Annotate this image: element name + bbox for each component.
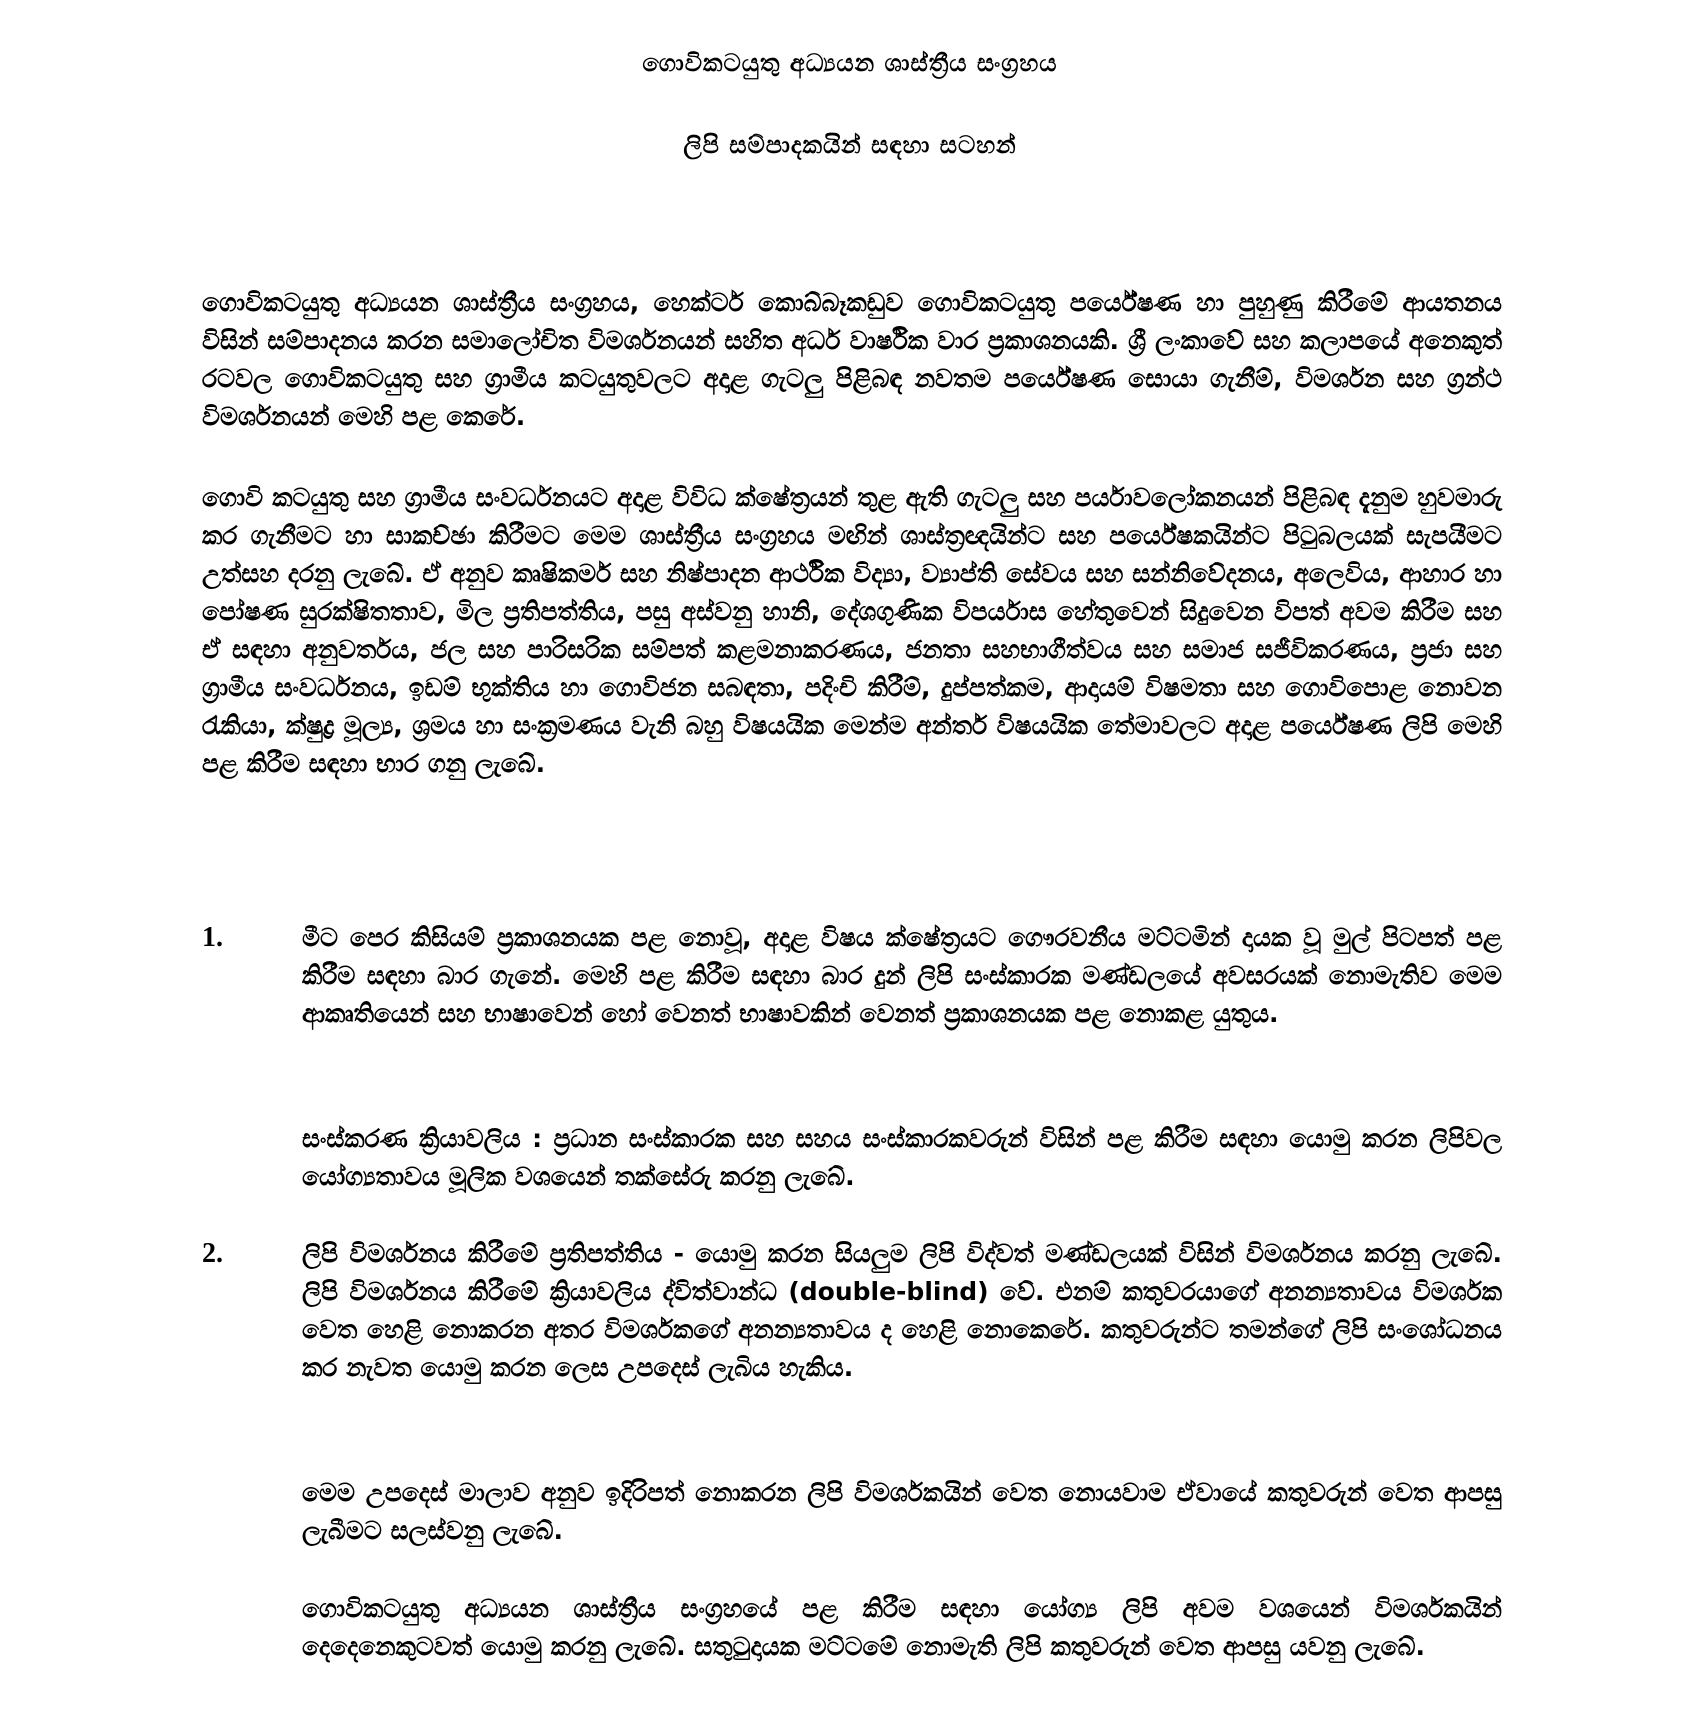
intro-paragraph-2: ගොවි කටයුතු සහ ග්‍රාමීය සංවර්ධනයට අදාළ විවිධ ක්ෂේත්‍රයන් තුළ ඇති ගැටලු සහ පර්යාවලෝකනයන් පිළිබඳ දැනුම හුවමාරු කර ගැනීමට හා සාකච්ඡා කිරීමට මෙම ශාස්ත්‍රීය සංග්‍රහය මඟින් ශාස්ත්‍රඥයින්ට සහ පර්යේෂකයින්ට පිටුබලයක් සැපයීමට උත්සහ දරනු ලැබේ. ඒ අනුව කෘෂිකර්ම සහ නිෂ්පාදන ආර්ථික විද්‍යා, ව්‍යාප්ති සේවය සහ සන්නිවේදනය, අලෙවිය, ආහාර හා පෝෂණ සුරක්ෂිතතාව, මිල ප්‍රතිපත්තිය, පසු අස්වනු හානි, දේශගුණික විපර්යාස හේතුවෙන් සිදුවෙන විපත් අවම කිරීම සහ ඒ සඳහා අනුවර්තය, ජල සහ පාරිසරික සම්පත් කළමනාකරණය, ජනතා සහභාගීත්වය සහ සමාජ සජීවිකරණය, ප්‍රජා සහ ග්‍රාමීය සංවර්ධනය, ඉඩම් භුක්තිය හා ගොවිජන සබඳතා, පදිංචි කිරීම්, දුප්පත්කම, ආදායම් විෂමතා සහ ගොවිපොළ නොවන රැකියා, ක්ෂුද්‍ර මූල්‍ය, ශ්‍රමය හා සංක්‍රමණය වැනි බහු විෂයයික මෙන්ම අන්තර් විෂයයික තේමාවලට අදාළ පර්යේෂණ ලිපි මෙහි පළ කිරීම සඳහා භාර ගනු ලැබේ. [202,483,1502,778]
item-2-number: 2. [202,1238,223,1269]
item-1-paragraph-2: සංස්කරණ ක්‍රියාවලිය : ප්‍රධාන සංස්කාරක සහ සහය සංස්කාරකවරුන් විසින් පළ කිරීම සඳහා යොමු කරන ලිපිවල යෝග්‍යතාවය මූලික වශයෙන් තක්සේරු කරනු ලැබේ. [302,1124,1502,1191]
item-2-paragraph-2: මෙම උපදෙස් මාලාව අනුව ඉදිරිපත් නොකරන ලිපි විමර්ශකයින් වෙත නොයවාම ඒවායේ කතුවරුන් වෙත ආපසු ලැබීමට සලස්වනු ලැබේ. [302,1478,1502,1545]
item-2-paragraph-3: ගොවිකටයුතු අධ්‍යයන ශාස්ත්‍රීය සංග්‍රහයේ පළ කිරීම සඳහා යෝග්‍ය ලිපි අවම වශයෙන් විමර්ශකයින් දෙදෙනෙකුටවත් යොමු කරනු ලැබේ. සතුටුදායක මට්ටමේ නොමැති ලිපි කතුවරුන් වෙත ආපසු යවනු ලැබේ. [302,1594,1502,1661]
document-subtitle: ලිපි සම්පාදකයින් සඳහා සටහන් [683,131,1017,159]
intro-paragraph-1: ගොවිකටයුතු අධ්‍යයන ශාස්ත්‍රීය සංග්‍රහය, හෙක්ටර් කොබ්බෑකඩුව ගොවිකටයුතු පර්යේෂණ හා පුහුණු කිරීමේ ආයතනය විසින් සම්පාදනය කරන සමාලෝචිත විමර්ශනයන් සහිත අර්ධ වාර්ෂික වාර ප්‍රකාශනයකි. ශ්‍රී ලංකාවේ සහ කලාපයේ අනෙකුත් රටවල ගොවිකටයුතු සහ ග්‍රාමීය කටයුතුවලට අදාළ ගැටලු පිළිබඳ නවතම පර්යේෂණ සොයා ගැනීම්, විමර්ශන සහ ග්‍රන්ථ විමර්ශනයන් මෙහි පළ කෙරේ. [202,288,1502,431]
item-2-paragraph-1: ලිපි විමර්ශනය කිරීමේ ප්‍රතිපත්තිය - යොමු කරන සියලුම ලිපි විද්වත් මණ්ඩලයක් විසින් විමර්ශනය කරනු ලැබේ. ලිපි විමර්ශනය කිරීමේ ක්‍රියාවලිය ද්විත්වාන්ධ (double-blind) වේ. එනම් කතුවරයාගේ අනන්‍යතාවය විමර්ශක වෙත හෙළි නොකරන අතර විමර්ශකගේ අනන්‍යතාවය ද හෙළි නොකෙරේ. කතුවරුන්ට තමන්ගේ ලිපි සංශෝධනය කර නැවත යොමු කරන ලෙස උපදෙස් ලැබිය හැකිය. [302,1239,1502,1382]
item-1-number: 1. [202,922,223,953]
document-title: ගොවිකටයුතු අධ්‍යයන ශාස්ත්‍රීය සංග්‍රහය [642,49,1058,77]
item-1-paragraph-1: මීට පෙර කිසියම් ප්‍රකාශනයක පළ නොවූ, අදාළ විෂය ක්ෂේත්‍රයට ගෞරවනීය මට්ටමින් දායක වූ මුල් පිටපත් පළ කිරීම සඳහා බාර ගැනේ. මෙහි පළ කිරීම සඳහා බාර දුන් ලිපි සංස්කාරක මණ්ඩලයේ අවසරයක් නොමැතිව මෙම ආකෘතියෙන් සහ භාෂාවෙන් හෝ වෙනත් භාෂාවකින් වෙනත් ප්‍රකාශනයක පළ නොකළ යුතුය. [302,923,1502,1028]
